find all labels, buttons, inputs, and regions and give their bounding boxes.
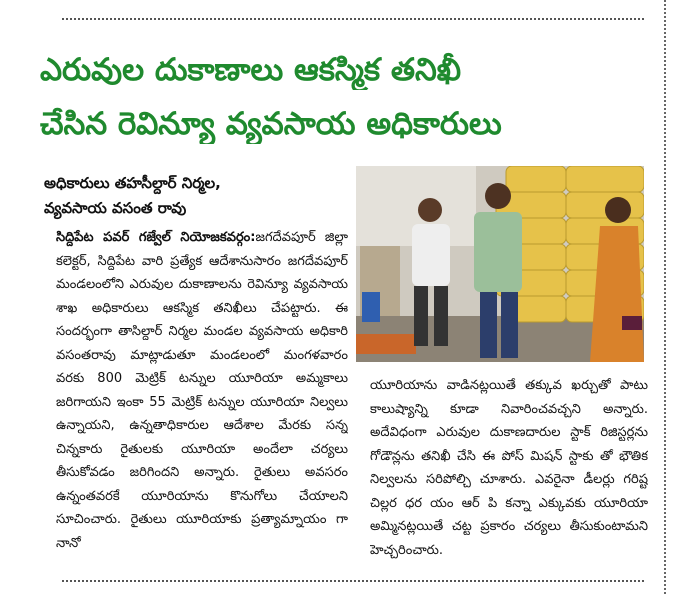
byline-line-2: వ్యవసాయ వసంత రావు (44, 199, 187, 217)
top-divider (62, 18, 644, 20)
article-text-right: యూరియాను వాడినట్లయితే తక్కువ ఖర్చుతో పాటు కాలుష్యాన్ని కూడా నివారించవచ్చని అన్నారు. అదేవిధంగా ఎరువుల దుకాణదారుల స్టాక్ రిజిస్టర్లను గోడౌన్లను తనిఖీ చేసి ఈ పోస్ మిషన్ స్టాకు తో భౌతిక నిల్వలను సరిపోల్చి చూశారు. ఎవరైనా డీలర్లు గరిష్ట చిల్లర ధర యం ఆర్ పి కన్నా ఎక్కువకు యూరియా అమ్మినట్లయితే చట్ట ప్రకారం చర్యలు తీసుకుంటామని హెచ్చరించారు. (370, 378, 648, 558)
headline-line-1: ఎరువుల దుకాణాలు ఆకస్మిక తనిఖీ (40, 52, 462, 88)
news-photo (356, 166, 644, 362)
article-body-right-column (370, 374, 648, 570)
article-body-left-column (56, 226, 348, 571)
bottom-divider (62, 580, 644, 582)
headline-line-2: చేసిన రెవిన్యూ వ్యవసాయ అధికారులు (40, 106, 502, 142)
dateline: సిద్దిపేట పవర్ గజ్వేల్ నియోజకవర్గం: (56, 230, 256, 245)
article-text-left: జగదేవపూర్ జిల్లా కలెక్టర్, సిద్దిపేట వారి ప్రత్యేక ఆదేశానుసారం జగదేవపూర్ మండలంలోని ఎరువుల దుకాణాలను రెవిన్యూ వ్యవసాయ శాఖ అధికారులు ఆకస్మిక తనిఖీలు చేపట్టారు. ఈ సందర్భంగా తాసిల్దార్ నిర్మల మండల వ్యవసాయ అధికారి వసంతరావు మాట్లాడుతూ మండలంలో మంగళవారం వరకు 800 మెట్రిక్ టన్నుల యూరియా అమ్మకాలు జరిగాయని ఇంకా 55 మెట్రిక్ టన్నుల యూరియా నిల్వలు ఉన్నాయని, ఉన్నతాధికారుల ఆదేశాల మేరకు సన్న చిన్నకారు రైతులకు యూరియా అందేలా చర్యలు తీసుకోవడం జరిగిందని అన్నారు. రైతులు అవసరం ఉన్నంతవరకే యూరియాను కొనుగోలు చేయాలని సూచించారు. రైతులు యూరియాకు ప్రత్యామ్నాయం గా నానో (56, 230, 348, 551)
column-divider (664, 0, 666, 594)
byline-line-1: అధికారులు తహసీల్దార్ నిర్మల, (44, 174, 221, 192)
